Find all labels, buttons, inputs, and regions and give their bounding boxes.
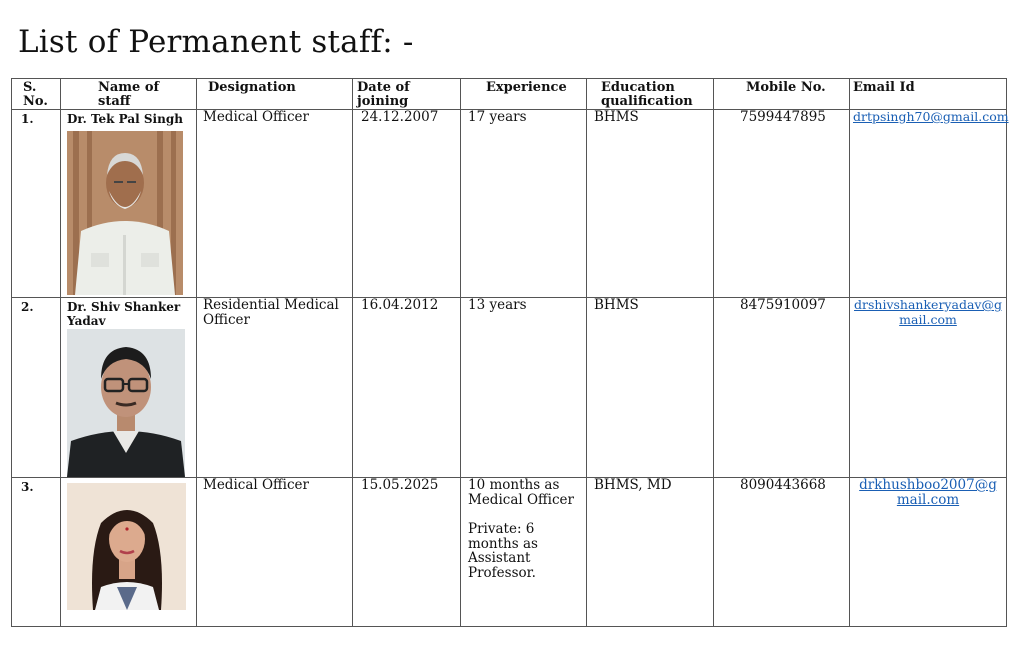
- cell-date-of-joining: 24.12.2007: [353, 110, 461, 298]
- email-link[interactable]: drshivshankeryadav@gmail.com: [854, 297, 1002, 327]
- header-designation: Designation: [197, 79, 353, 110]
- cell-date-of-joining: 16.04.2012: [353, 298, 461, 478]
- cell-email: [850, 298, 1007, 478]
- cell-name: Dr. Shiv Shanker Yadav: [61, 298, 197, 478]
- staff-table: [11, 78, 1007, 627]
- cell-email: [850, 478, 1007, 627]
- header-experience: Experience: [461, 79, 587, 110]
- email-link[interactable]: drtpsingh70@gmail.com: [853, 109, 1009, 124]
- cell-sno: 2.: [12, 298, 61, 478]
- cell-experience: 10 months as Medical Officer Private: 6 months as Assistant Professor.: [461, 478, 587, 627]
- cell-mobile: 7599447895: [714, 110, 850, 298]
- header-date-of-joining: Date of joining: [353, 79, 461, 110]
- header-name: Name of staff: [61, 79, 197, 110]
- page-title: List of Permanent staff: -: [18, 24, 414, 60]
- table-row: [12, 478, 1007, 627]
- cell-name: Dr. Tek Pal Singh: [61, 110, 197, 298]
- cell-experience: 13 years: [461, 298, 587, 478]
- cell-mobile: 8090443668: [714, 478, 850, 627]
- cell-education: BHMS: [587, 110, 714, 298]
- cell-date-of-joining: 15.05.2025: [353, 478, 461, 627]
- staff-photo: [67, 483, 186, 610]
- staff-photo: [67, 131, 183, 295]
- cell-mobile: 8475910097: [714, 298, 850, 478]
- cell-education: BHMS, MD: [587, 478, 714, 627]
- header-sno: S. No.: [12, 79, 61, 110]
- cell-name: [61, 478, 197, 627]
- cell-designation: Medical Officer: [197, 110, 353, 298]
- cell-email: [850, 110, 1007, 298]
- cell-sno: 3.: [12, 478, 61, 627]
- cell-experience: 17 years: [461, 110, 587, 298]
- header-email: Email Id: [850, 79, 1007, 110]
- table-row: [12, 298, 1007, 478]
- header-mobile: Mobile No.: [714, 79, 850, 110]
- staff-photo: [67, 329, 185, 477]
- email-link[interactable]: drkhushboo2007@gmail.com: [859, 477, 997, 508]
- cell-education: BHMS: [587, 298, 714, 478]
- cell-designation: Medical Officer: [197, 478, 353, 627]
- cell-sno: 1.: [12, 110, 61, 298]
- header-education: Education qualification: [587, 79, 714, 110]
- cell-designation: Residential Medical Officer: [197, 298, 353, 478]
- table-row: [12, 110, 1007, 298]
- header-row: [12, 79, 1007, 110]
